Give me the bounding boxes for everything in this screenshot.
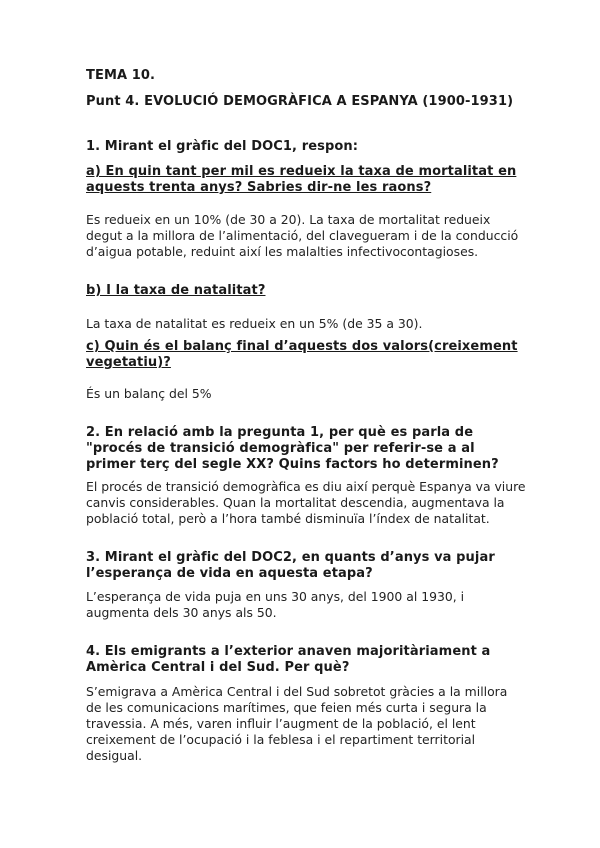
q4-answer: S’emigrava a Amèrica Central i del Sud sobretot gràcies a la millora de les comunicacions marítimes, que feien més curta i segura la travessia. A més, varen influir l’augment de la població, el lent creixement de l’ocupació i la feblesa i el repartiment territorial desigual. xyxy=(86,684,508,763)
q1-b-answer: La taxa de natalitat es redueix en un 5% (de 35 a 30). xyxy=(86,316,423,331)
q2-answer: El procés de transició demogràfica es diu així perquè Espanya va viure canvis considerables. Quan la mortalitat descendia, augmentava la població total, però a l’hora també disminuïa l’índex de natalitat. xyxy=(86,479,526,526)
q4-heading: 4. Els emigrants a l’exterior anaven majoritàriament a Amèrica Central i del Sud. Per què? xyxy=(86,644,491,675)
q1-c-answer: És un balanç del 5% xyxy=(86,386,212,401)
q1-c-question: c) Quin és el balanç final d’aquests dos valors(creixement vegetatiu)? xyxy=(86,339,518,370)
q3-heading: 3. Mirant el gràfic del DOC2, en quants d’anys va pujar l’esperança de vida en aquesta etapa? xyxy=(86,550,495,581)
q1-b-question: b) I la taxa de natalitat? xyxy=(86,283,266,298)
tema-title: TEMA 10. xyxy=(86,68,156,83)
q2-heading: 2. En relació amb la pregunta 1, per què es parla de "procés de transició demogràfica" per referir-se a al primer terç del segle XX? Quins factors ho determinen? xyxy=(86,425,499,472)
q1-heading: 1. Mirant el gràfic del DOC1, respon: xyxy=(86,139,359,154)
punt-title: Punt 4. EVOLUCIÓ DEMOGRÀFICA A ESPANYA (1900-1931) xyxy=(86,94,514,109)
q1-a-answer: Es redueix en un 10% (de 30 a 20). La taxa de mortalitat redueix degut a la millora de l’alimentació, del clavegueram i de la conducció d’aigua potable, reduint així les malalties infectivocontagioses. xyxy=(86,212,519,259)
q1-a-question: a) En quin tant per mil es redueix la taxa de mortalitat en aquests trenta anys? Sabries dir-ne les raons? xyxy=(86,164,517,195)
q3-answer: L’esperança de vida puja en uns 30 anys, del 1900 al 1930, i augmenta dels 30 anys als 50. xyxy=(86,589,465,620)
